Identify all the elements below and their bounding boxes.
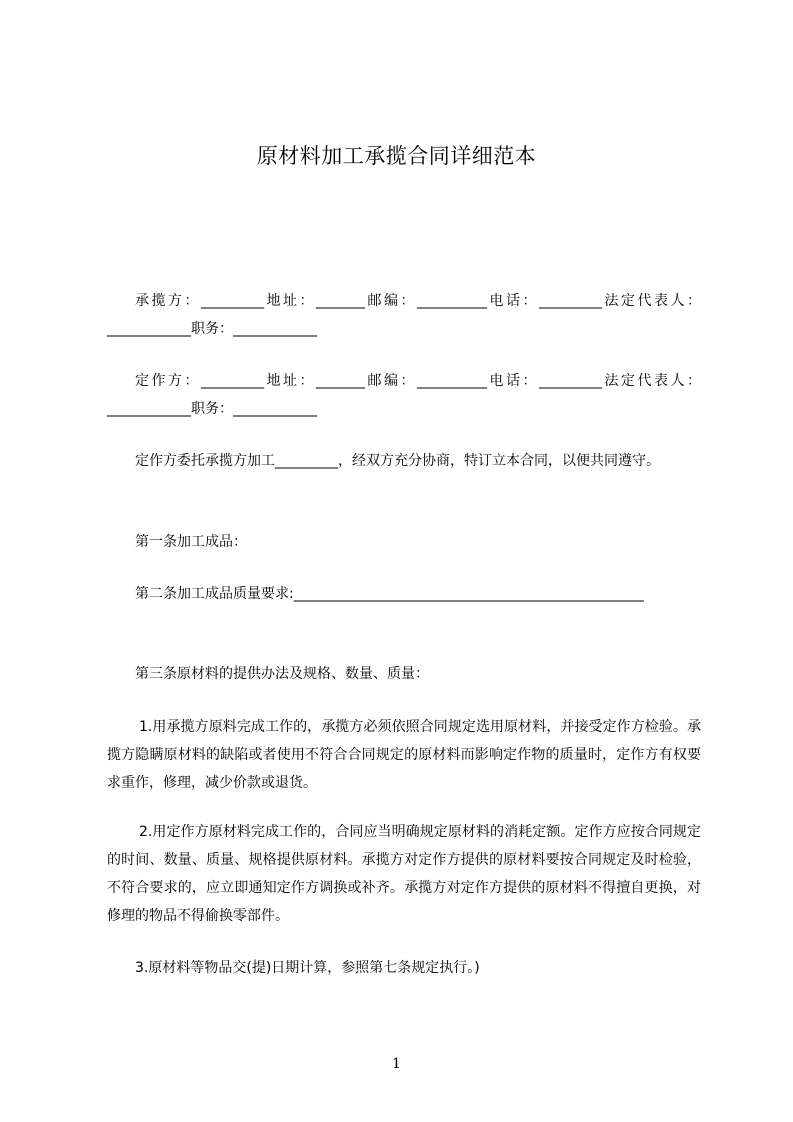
client-info-paragraph: 定作方：_________地址：_______邮编：__________电话：_________法定代表人：____________职务：____________ (107, 373, 701, 417)
article-3-clause-3: 3.原材料等物品交(提)日期计算，参照第七条规定执行。) (135, 960, 480, 976)
preamble-paragraph: 定作方委托承揽方加工_________，经双方充分协商，特订立本合同，以便共同遵守。 (135, 453, 660, 469)
article-3-clause-1: 1.用承揽方原料完成工作的，承揽方必须依照合同规定选用原材料，并接受定作方检验。承揽方隐瞒原材料的缺陷或者使用不符合合同规定的原材料而影响定作物的质量时，定作方有权要求重作，修理，减少价款或退货。 (107, 719, 701, 791)
article-2-heading: 第二条加工成品质量要求:__________________________________________________ (135, 586, 644, 602)
contractor-info-paragraph: 承揽方：_________地址：_______邮编：__________电话：_________法定代表人：____________职务：____________ (107, 293, 701, 337)
article-1-heading: 第一条加工成品： (135, 534, 247, 550)
page-number: 1 (392, 1056, 401, 1072)
article-3-heading: 第三条原材料的提供办法及规格、数量、质量： (135, 666, 429, 682)
article-3-clause-2: 2.用定作方原材料完成工作的，合同应当明确规定原材料的消耗定额。定作方应按合同规定的时间、数量、质量、规格提供原材料。承揽方对定作方提供的原材料要按合同规定及时检验，不符合要求的，应立即通知定作方调换或补齐。承揽方对定作方提供的原材料不得擅自更换，对修理的物品不得偷换零部件。 (107, 824, 701, 924)
document-title: 原材料加工承揽合同详细范本 (256, 144, 537, 168)
